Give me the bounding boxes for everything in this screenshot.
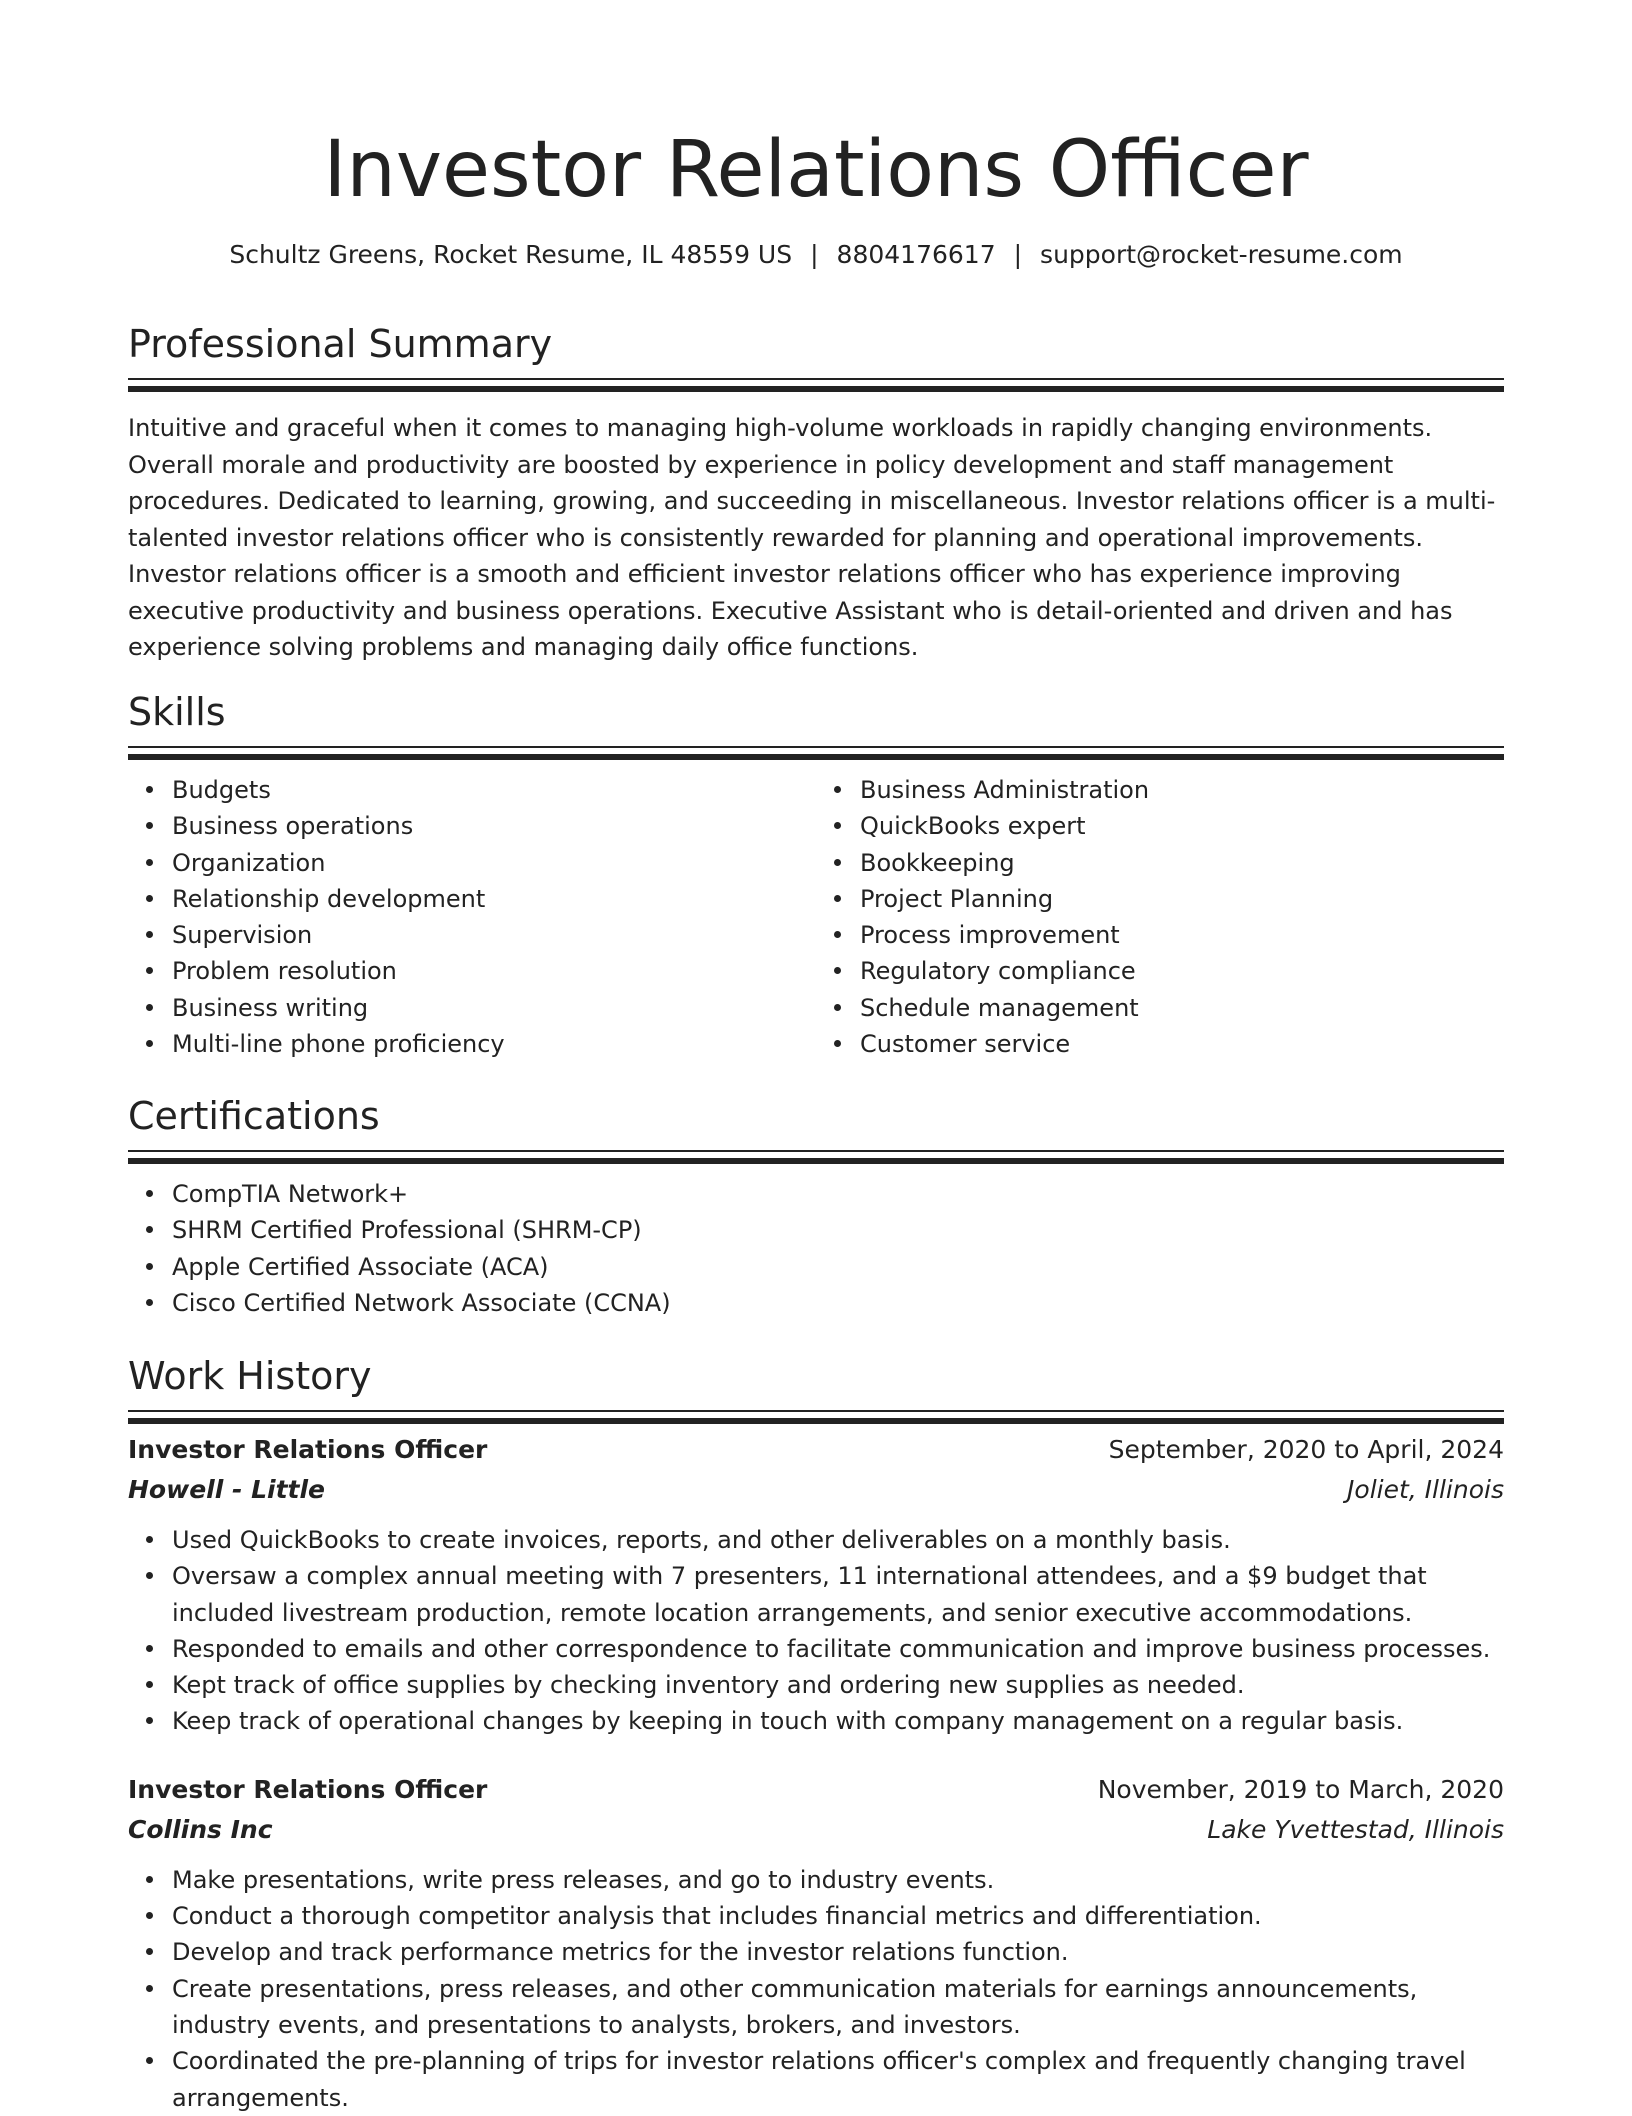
skill-item: Process improvement	[860, 917, 1504, 953]
skills-grid	[128, 772, 1504, 1062]
job-header-row	[128, 1770, 1504, 1810]
job-bullet: Conduct a thorough competitor analysis that includes financial metrics and differentiation.	[172, 1898, 1504, 1934]
skill-item: Multi-line phone proficiency	[172, 1026, 816, 1062]
skill-item: Business writing	[172, 990, 816, 1026]
skill-item: Customer service	[860, 1026, 1504, 1062]
job-bullet: Oversaw a complex annual meeting with 7 presenters, 11 international attendees, and a $9 budget that included livestream production, remote location arrangements, and senior executive accommodations.	[172, 1558, 1504, 1631]
certifications-section	[128, 1092, 1504, 1321]
job-bullet: Make presentations, write press releases, and go to industry events.	[172, 1862, 1504, 1898]
job-bullet: Kept track of office supplies by checking inventory and ordering new supplies as needed.	[172, 1667, 1504, 1703]
job-entry	[128, 1770, 1504, 2116]
certifications-heading: Certifications	[128, 1094, 380, 1138]
certification-item: CompTIA Network+	[172, 1176, 1504, 1212]
skills-section	[128, 688, 1504, 1062]
job-dates: November, 2019 to March, 2020	[1097, 1774, 1504, 1804]
skill-item: Project Planning	[860, 881, 1504, 917]
work-history-heading: Work History	[128, 1354, 372, 1398]
job-company-row	[128, 1810, 1504, 1850]
job-company: Howell - Little	[128, 1475, 325, 1504]
skill-item: Relationship development	[172, 881, 816, 917]
job-dates: September, 2020 to April, 2024	[1108, 1435, 1504, 1464]
job-company: Collins Inc	[128, 1814, 273, 1844]
certification-item: Apple Certified Associate (ACA)	[172, 1249, 1504, 1285]
summary-section	[128, 320, 1504, 666]
job-header-row	[128, 1430, 1504, 1470]
job-entry	[128, 1430, 1504, 1740]
resume-name: Investor Relations Officer	[323, 125, 1309, 215]
section-divider	[128, 378, 1504, 392]
skill-item: Bookkeeping	[860, 845, 1504, 881]
contact-phone: 8804176617	[836, 240, 996, 269]
job-bullet: Keep track of operational changes by keeping in touch with company management on a regular basis.	[172, 1703, 1504, 1739]
summary-text: Intuitive and graceful when it comes to managing high-volume workloads in rapidly changing environments. Overall morale and productivity are boosted by experience in policy development and staff management procedures. Dedicated to learning, growing, and succeeding in miscellaneous. Investor relations officer is a multi-talented investor relations officer who is consistently rewarded for planning and operational improvements. Investor relations officer is a smooth and efficient investor relations officer who has experience improving executive productivity and business operations. Executive Assistant who is detail-oriented and driven and has experience solving problems and managing daily office functions.	[128, 414, 1496, 661]
job-title: Investor Relations Officer	[128, 1435, 488, 1464]
contact-email: support@rocket-resume.com	[1040, 240, 1403, 269]
skill-item: Business Administration	[860, 772, 1504, 808]
skills-list-right	[816, 772, 1504, 1062]
job-location: Lake Yvettestad, Illinois	[1207, 1814, 1504, 1844]
job-bullets	[128, 1522, 1504, 1740]
skill-item: Organization	[172, 845, 816, 881]
section-divider	[128, 1410, 1504, 1424]
skill-item: Regulatory compliance	[860, 953, 1504, 989]
job-bullet: Used QuickBooks to create invoices, reports, and other deliverables on a monthly basis.	[172, 1522, 1504, 1558]
certification-item: Cisco Certified Network Associate (CCNA)	[172, 1285, 1504, 1321]
skill-item: QuickBooks expert	[860, 808, 1504, 844]
skill-item: Budgets	[172, 772, 816, 808]
contact-line	[128, 237, 1504, 273]
job-title: Investor Relations Officer	[128, 1774, 488, 1804]
certification-item: SHRM Certified Professional (SHRM-CP)	[172, 1212, 1504, 1248]
job-bullet: Responded to emails and other correspondence to facilitate communication and improve business processes.	[172, 1631, 1504, 1667]
job-bullet: Create presentations, press releases, and other communication materials for earnings announcements, industry events, and presentations to analysts, brokers, and investors.	[172, 1971, 1504, 2044]
section-divider	[128, 746, 1504, 760]
job-company-row	[128, 1470, 1504, 1510]
job-location: Joliet, Illinois	[1347, 1475, 1504, 1504]
skill-item: Business operations	[172, 808, 816, 844]
work-history-section	[128, 1352, 1504, 2116]
job-bullet: Develop and track performance metrics for the investor relations function.	[172, 1934, 1504, 1970]
skills-list-left	[128, 772, 816, 1062]
skill-item: Schedule management	[860, 990, 1504, 1026]
contact-address: Schultz Greens, Rocket Resume, IL 48559 US	[229, 240, 793, 269]
contact-separator: |	[810, 240, 819, 269]
job-bullets	[128, 1862, 1504, 2116]
skill-item: Problem resolution	[172, 953, 816, 989]
skills-heading: Skills	[128, 690, 226, 734]
summary-heading: Professional Summary	[128, 322, 553, 366]
certifications-list	[128, 1176, 1504, 1321]
contact-separator: |	[1013, 240, 1023, 269]
job-bullet: Coordinated the pre-planning of trips for investor relations officer's complex and frequently changing travel arrangements.	[172, 2043, 1504, 2116]
section-divider	[128, 1150, 1504, 1164]
skill-item: Supervision	[172, 917, 816, 953]
